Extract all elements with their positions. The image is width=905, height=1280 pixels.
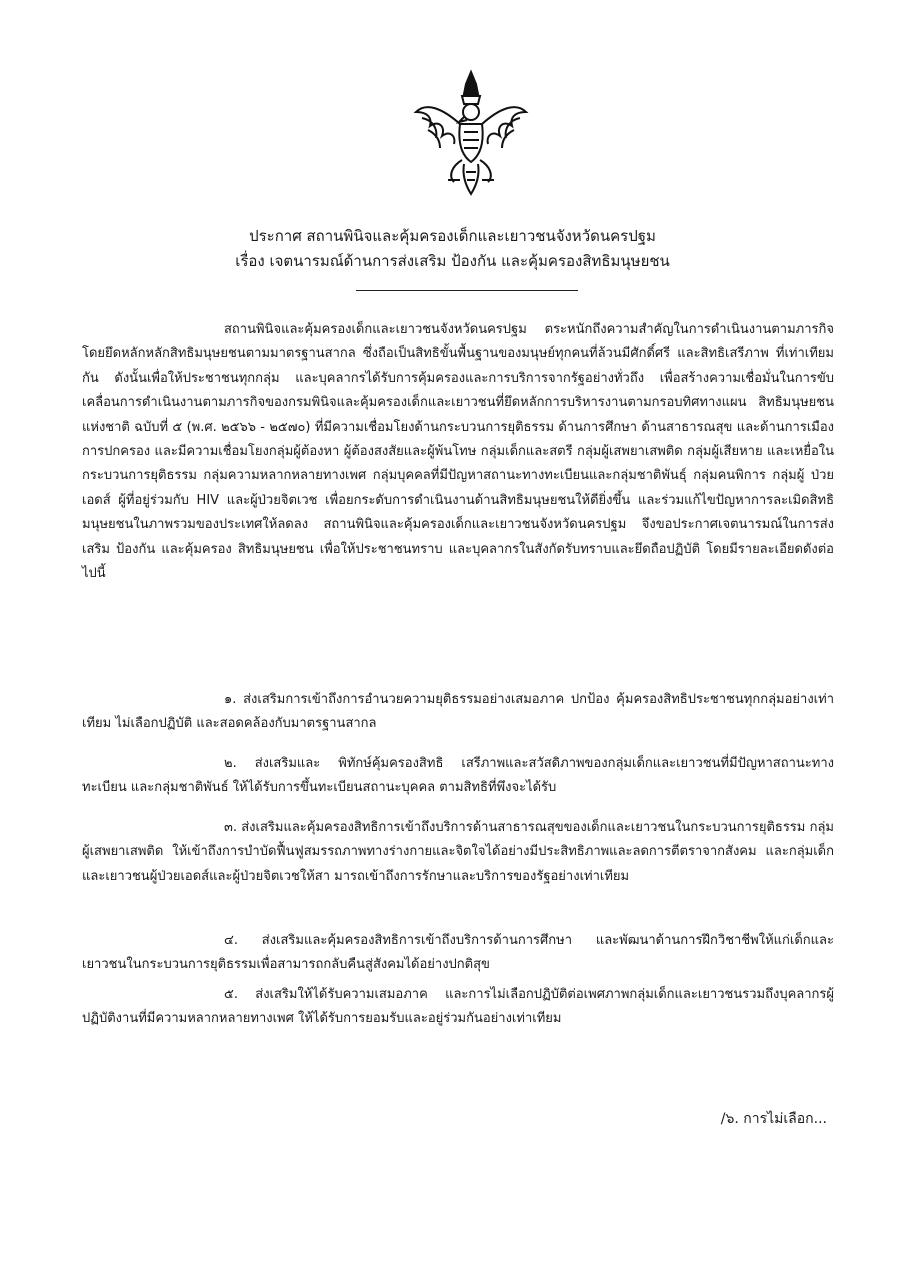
continuation-marker: /๖. การไม่เลือก... xyxy=(720,1111,827,1127)
list-item: ๑. ส่งเสริมการเข้าถึงการอำนวยความยุติธรรมอย่างเสมอภาค ปกป้อง คุ้มครองสิทธิประชาชนทุกกลุ่มอย่างเท่าเทียม ไม่เลือกปฏิบัติ และสอดคล้องกับมาตรฐานสากล xyxy=(82,692,834,732)
list-item: ๕. ส่งเสริมให้ได้รับความเสมอภาค และการไม่เลือกปฏิบัติต่อเพศภาพกลุ่มเด็กและเยาวชนรวมถึงบุคลากรผู้ปฏิบัติงานที่มีความหลากหลายทางเพศ ให้ได้รับการยอมรับและอยู่ร่วมกันอย่างเท่าเทียม xyxy=(82,987,834,1027)
list-item: ๔. ส่งเสริมและคุ้มครองสิทธิการเข้าถึงบริการด้านการศึกษา และพัฒนาด้านการฝึกวิชาชีพให้แก่เด็กและเยาวชนในกระบวนการยุติธรรมเพื่อสามารถกลับคืนสู่สังคมได้อย่างปกติสุข xyxy=(82,933,834,973)
announcement-title: ประกาศ สถานพินิจและคุ้มครองเด็กและเยาวชนจังหวัดนครปฐม xyxy=(249,227,656,245)
garuda-emblem-icon xyxy=(412,68,530,198)
announcement-subject: เรื่อง เจตนารมณ์ด้านการส่งเสริม ป้องกัน และคุ้มครองสิทธิมนุษยชน xyxy=(235,252,670,270)
title-divider xyxy=(356,290,578,291)
list-item: ๓. ส่งเสริมและคุ้มครองสิทธิการเข้าถึงบริการด้านสาธารณสุขของเด็กและเยาวชนในกระบวนการยุติธรรม กลุ่มผู้เสพยาเสพติด ให้เข้าถึงการบำบัดฟื้นฟูสมรรถภาพทางร่างกายและจิตใจได้อย่างมีประสิทธิภาพและลดการตีตราจากสังคม และกลุ่มเด็กและเยาวชนผู้ป่วยเอดส์และผู้ป่วยจิตเวชให้สา มารถเข้าถึงการรักษาและบริการของรัฐอย่างเท่าเทียม xyxy=(82,820,834,884)
intro-paragraph: สถานพินิจและคุ้มครองเด็กและเยาวชนจังหวัดนครปฐม ตระหนักถึงความสำคัญในการดำเนินงานตามภารกิจโดยยึดหลักหลักสิทธิมนุษยชนตามมาตรฐานสากล ซึ่งถือเป็นสิทธิขั้นพื้นฐานของมนุษย์ทุกคนที่ล้วนมีศักดิ์ศรี และสิทธิเสรีภาพ ที่เท่าเทียมกัน ดังนั้นเพื่อให้ประชาชนทุกกลุ่ม และบุคลากรได้รับการคุ้มครองและการบริการจากรัฐอย่างทั่วถึง เพื่อสร้างความเชื่อมั่นในการขับเคลื่อนการดำเนินงานตามภารกิจของกรมพินิจและคุ้มครองเด็กและเยาวชนที่ยึดหลักการบริหารงานตามกรอบทิศทางแผน สิทธิมนุษยชนแห่งชาติ ฉบับที่ ๕ (พ.ศ. ๒๕๖๖ - ๒๕๗๐) ที่มีความเชื่อมโยงด้านกระบวนการยุติธรรม ด้านการศึกษา ด้านสาธารณสุข และด้านการเมืองการปกครอง และมีความเชื่อมโยงกลุ่มผู้ต้องหา ผู้ต้องสงสัยและผู้พ้นโทษ กลุ่มเด็กและสตรี กลุ่มผู้เสพยาเสพติด กลุ่มผู้เสียหาย และเหยื่อในกระบวนการยุติธรรม กลุ่มความหลากหลายทางเพศ กลุ่มบุคคลที่มีปัญหาสถานะทางทะเบียนและกลุ่มชาติพันธุ์ กลุ่มคนพิการ กลุ่มผู้ ป่วยเอดส์ ผู้ที่อยู่ร่วมกับ HIV และผู้ป่วยจิตเวช เพื่อยกระดับการดำเนินงานด้านสิทธิมนุษยชนให้ดียิ่งขึ้น และร่วมแก้ไขปัญหาการละเมิดสิทธิมนุษยชนในภาพรวมของประเทศให้ลดลง สถานพินิจและคุ้มครองเด็กและเยาวชนจังหวัดนครปฐม จึงขอประกาศเจตนารมณ์ในการส่งเสริม ป้องกัน และคุ้มครอง สิทธิมนุษยชน เพื่อให้ประชาชนทราบ และบุคลากรในสังกัดรับทราบและยึดถือปฏิบัติ โดยมีรายละเอียดดังต่อไปนี้ xyxy=(82,322,834,582)
list-item: ๒. ส่งเสริมและ พิทักษ์คุ้มครองสิทธิ เสรีภาพและสวัสดิภาพของกลุ่มเด็กและเยาวชนที่มีปัญหาสถานะทางทะเบียน และกลุ่มชาติพันธ์ ให้ได้รับการขึ้นทะเบียนสถานะบุคคล ตามสิทธิที่พึงจะได้รับ xyxy=(82,756,834,796)
